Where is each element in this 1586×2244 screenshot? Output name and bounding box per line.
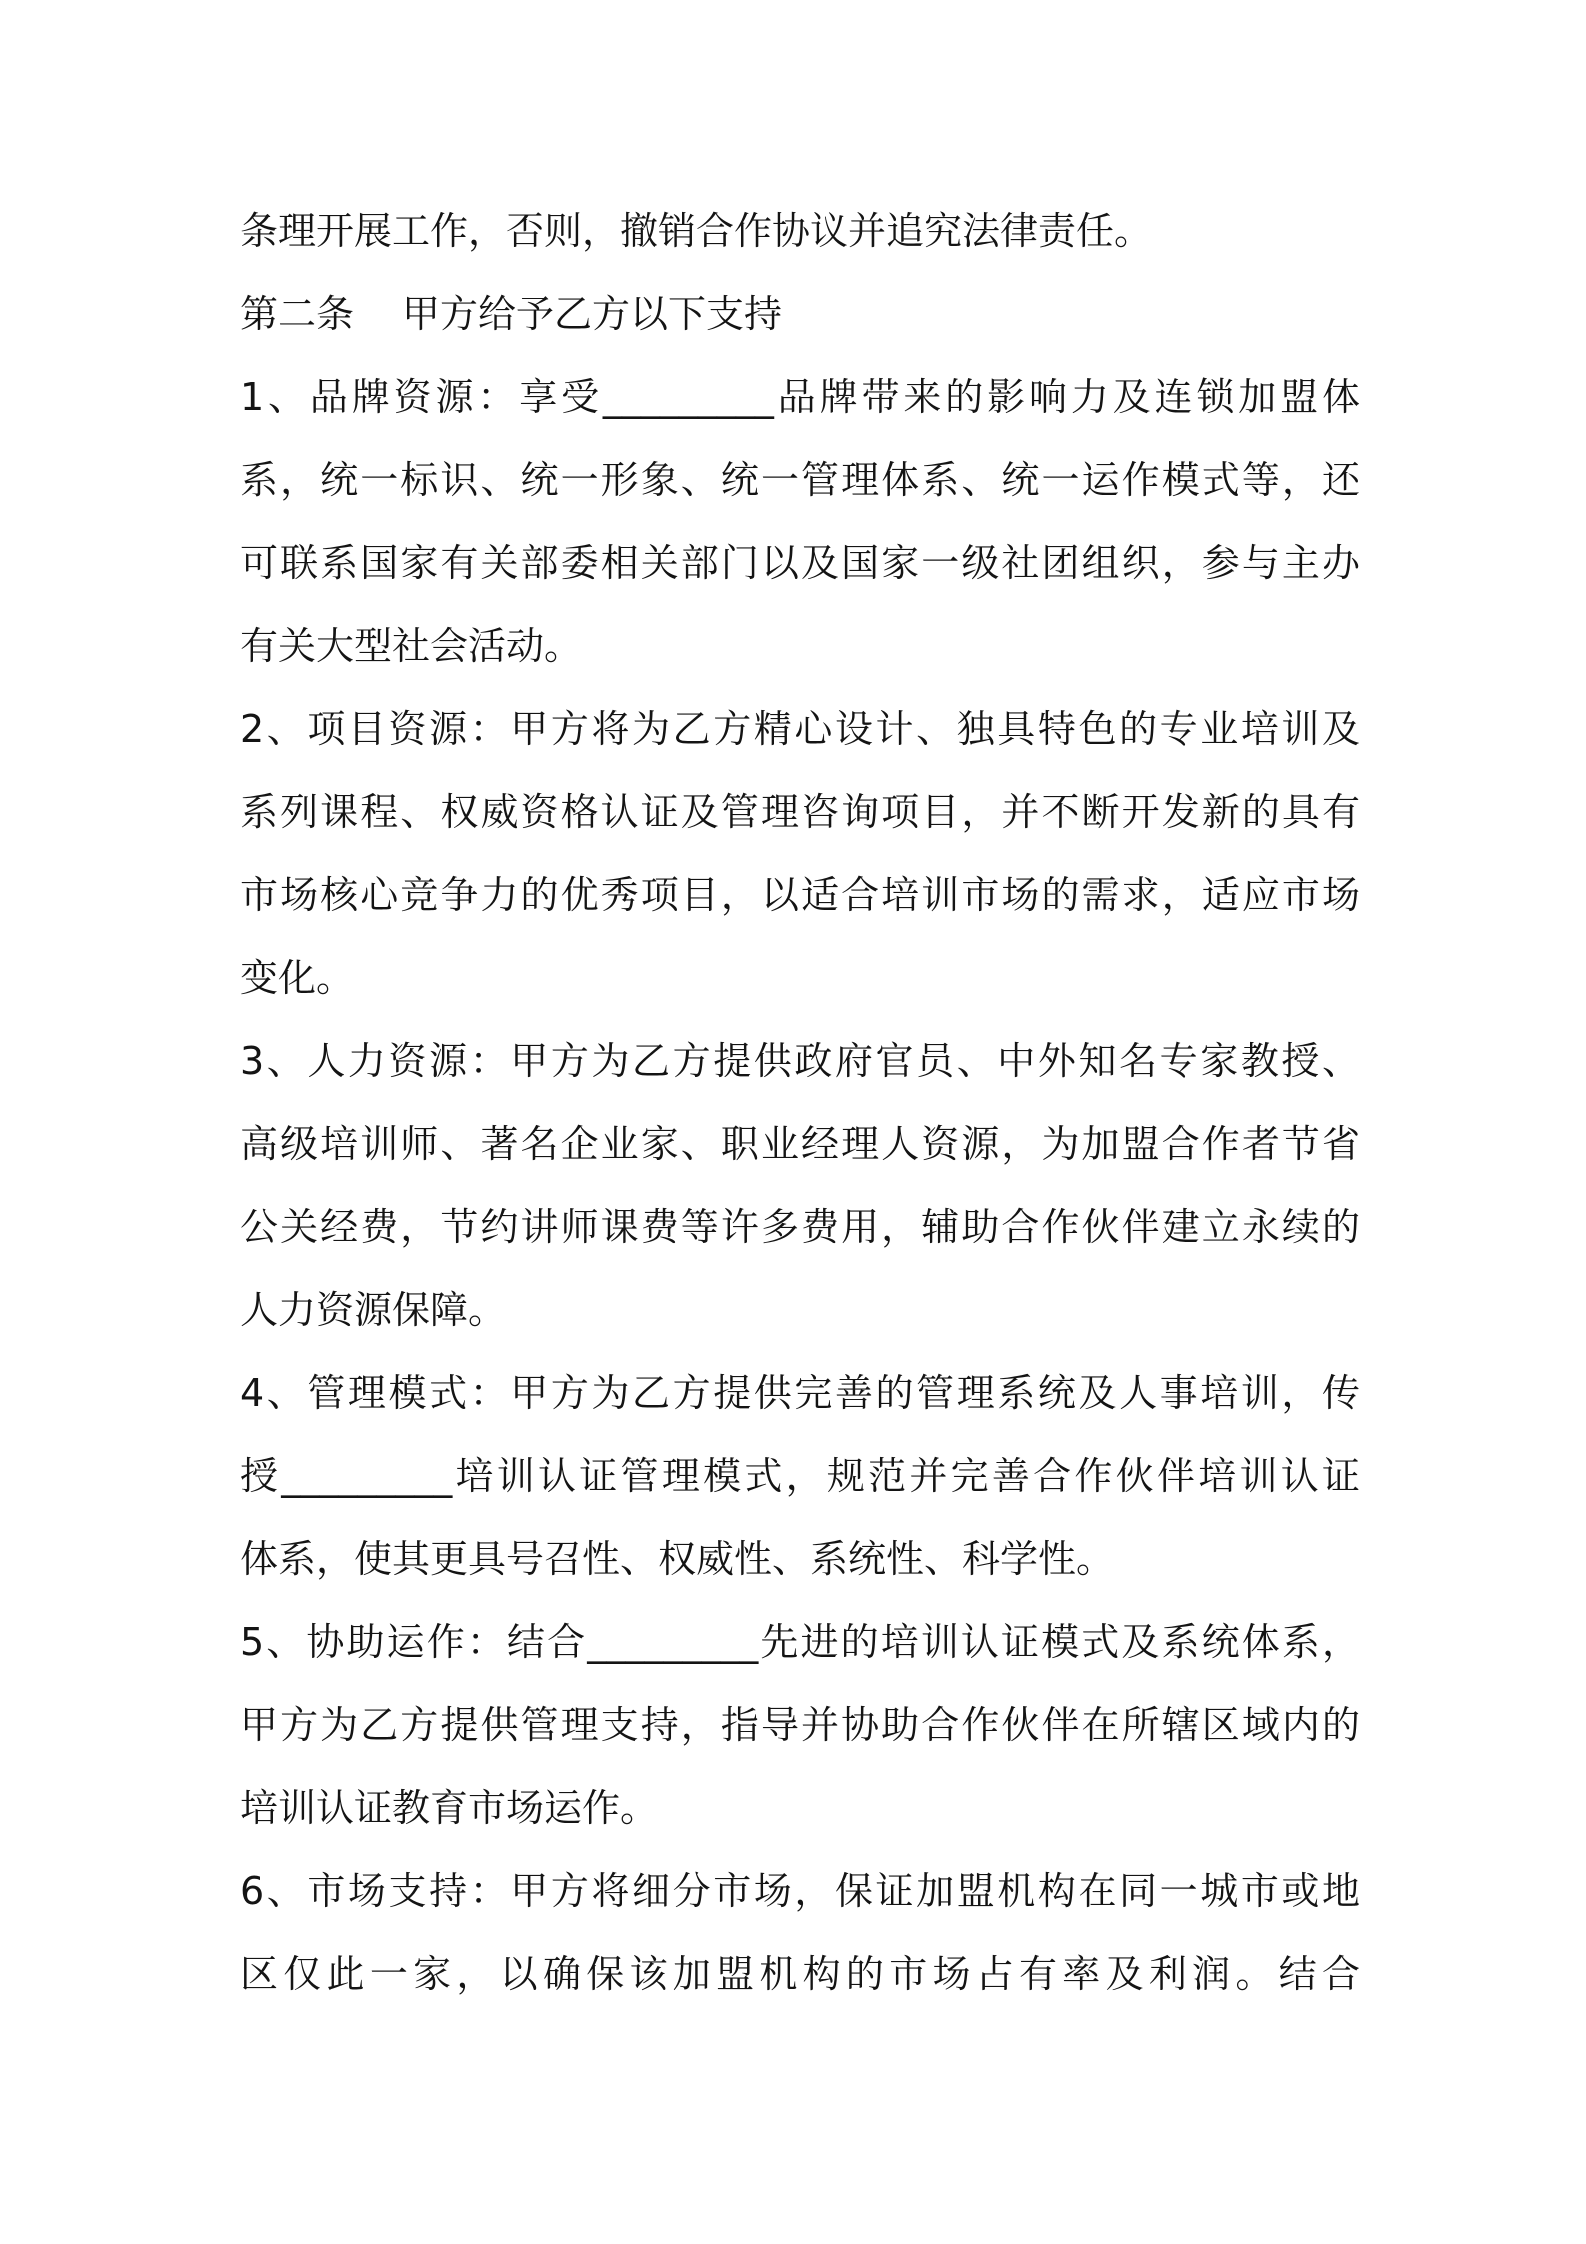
text-line: 系列课程、权威资格认证及管理咨询项目，并不断开发新的具有	[240, 790, 1360, 834]
text-line: 5、协助运作：结合_________先进的培训认证模式及系统体系，	[240, 1620, 1360, 1664]
text-line: 变化。	[240, 956, 355, 1000]
article-title: 甲方给予乙方以下支持	[402, 292, 783, 336]
text-line: 4、管理模式：甲方为乙方提供完善的管理系统及人事培训，传	[240, 1371, 1360, 1415]
text-line: 系，统一标识、统一形象、统一管理体系、统一运作模式等，还	[240, 458, 1360, 502]
article-heading	[240, 273, 1360, 356]
text-line: 市场核心竞争力的优秀项目，以适合培训市场的需求，适应市场	[240, 873, 1360, 917]
text-line: 授_________培训认证管理模式，规范并完善合作伙伴培训认证	[240, 1454, 1360, 1498]
text-line: 3、人力资源：甲方为乙方提供政府官员、中外知名专家教授、	[240, 1039, 1360, 1083]
text-line: 人力资源保障。	[240, 1288, 507, 1332]
text-line: 1、品牌资源：享受_________品牌带来的影响力及连锁加盟体	[240, 375, 1360, 419]
text-line: 有关大型社会活动。	[240, 624, 583, 668]
article-number: 第二条	[240, 292, 355, 336]
text-line: 2、项目资源：甲方将为乙方精心设计、独具特色的专业培训及	[240, 707, 1360, 751]
text-line: 条理开展工作，否则，撤销合作协议并追究法律责任。	[240, 209, 1153, 253]
text-line: 培训认证教育市场运作。	[240, 1786, 659, 1830]
text-line: 公关经费，节约讲师课费等许多费用，辅助合作伙伴建立永续的	[240, 1205, 1360, 1249]
text-line: 体系，使其更具号召性、权威性、系统性、科学性。	[240, 1537, 1115, 1581]
text-line: 可联系国家有关部委相关部门以及国家一级社团组织，参与主办	[240, 541, 1360, 585]
text-line: 高级培训师、著名企业家、职业经理人资源，为加盟合作者节省	[240, 1122, 1360, 1166]
text-line: 6、市场支持：甲方将细分市场，保证加盟机构在同一城市或地	[240, 1869, 1360, 1913]
text-line: 甲方为乙方提供管理支持，指导并协助合作伙伴在所辖区域内的	[240, 1703, 1360, 1747]
text-line: 区仅此一家，以确保该加盟机构的市场占有率及利润。结合	[240, 1952, 1360, 1996]
document-body	[240, 190, 1360, 2016]
